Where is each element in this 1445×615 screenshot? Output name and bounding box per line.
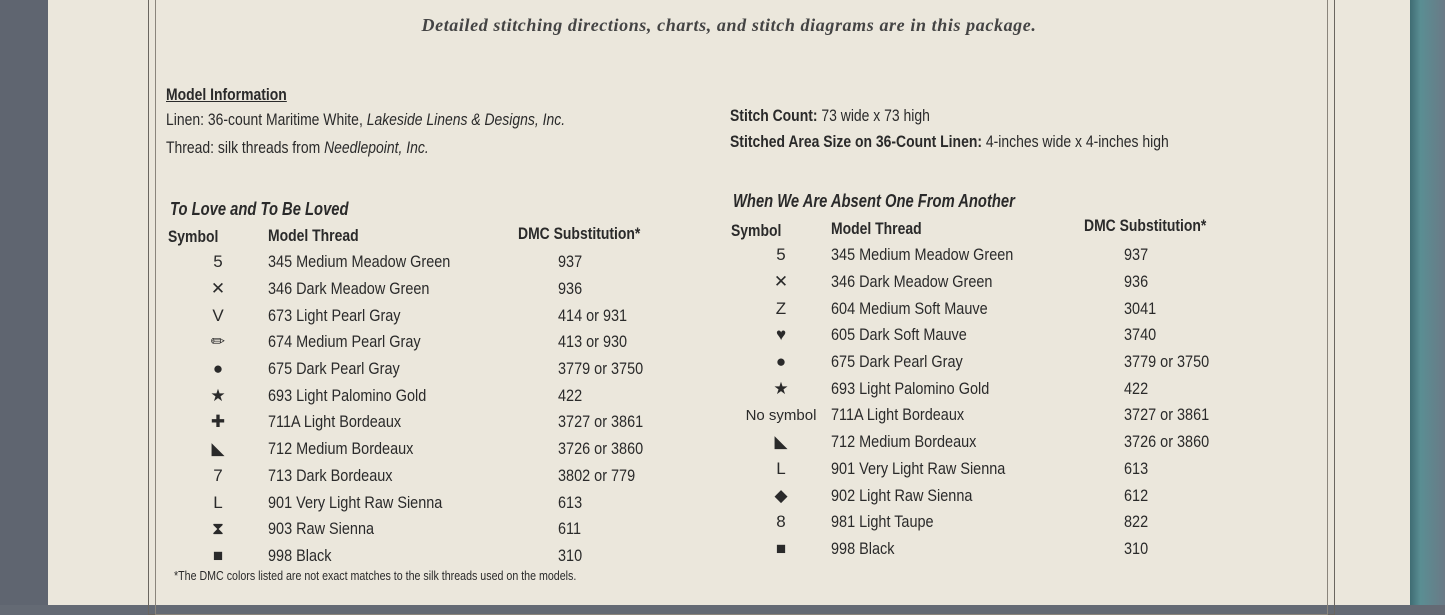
dmc-substitution: 422	[1124, 378, 1149, 398]
symbol-icon: ◆	[774, 485, 788, 505]
symbol-icon: ✕	[773, 272, 789, 292]
intro-text: Detailed stitching directions, charts, and stitch diagrams are in this package.	[421, 15, 1037, 35]
thread-row	[731, 456, 1264, 483]
thread-company: Needlepoint, Inc.	[324, 138, 429, 157]
symbol-icon: ◣	[211, 439, 225, 459]
thread-line	[166, 138, 429, 158]
thread-row	[731, 429, 1264, 456]
dmc-substitution: 937	[1124, 245, 1149, 265]
col-dmc-left: DMC Substitution*	[518, 224, 641, 243]
model-thread: 902 Light Raw Sienna	[831, 485, 973, 505]
symbol-icon: L	[213, 492, 223, 512]
symbol-icon: L	[776, 458, 786, 478]
dmc-substitution: 3802 or 779	[558, 465, 636, 485]
thread-row	[168, 249, 698, 276]
model-thread: 674 Medium Pearl Gray	[268, 332, 421, 352]
thread-row	[731, 269, 1264, 296]
symbol-icon: ✚	[210, 412, 226, 432]
model-thread: 903 Raw Sienna	[268, 519, 375, 539]
symbol-icon: 7	[213, 465, 223, 485]
dmc-substitution: 613	[1124, 458, 1149, 478]
dmc-substitution: 422	[558, 385, 583, 405]
model-thread: 345 Medium Meadow Green	[831, 245, 1014, 265]
thread-row	[168, 463, 698, 490]
model-thread: 673 Light Pearl Gray	[268, 305, 401, 325]
thread-row	[731, 509, 1264, 536]
thread-table-right	[731, 242, 1264, 562]
symbol-icon: V	[212, 305, 224, 325]
symbol-icon: ●	[775, 352, 787, 372]
model-thread: 712 Medium Bordeaux	[831, 432, 977, 452]
dmc-substitution: 310	[1124, 538, 1149, 558]
model-thread: 346 Dark Meadow Green	[268, 279, 430, 299]
thread-row	[168, 436, 698, 463]
symbol-icon: ●	[212, 359, 224, 379]
col-symbol-right: Symbol	[731, 221, 782, 240]
dmc-substitution: 611	[558, 519, 582, 539]
symbol-icon: 5	[776, 245, 786, 265]
symbol-icon: ♥	[775, 325, 787, 345]
dmc-substitution: 3779 or 3750	[1124, 352, 1210, 372]
thread-row	[168, 356, 698, 383]
thread-row	[168, 302, 698, 329]
symbol-icon: ■	[212, 545, 224, 565]
model-thread: 345 Medium Meadow Green	[268, 252, 451, 272]
model-thread: 901 Very Light Raw Sienna	[268, 492, 443, 512]
model-thread: 981 Light Taupe	[831, 512, 934, 532]
model-thread: 901 Very Light Raw Sienna	[831, 458, 1006, 478]
thread-row	[168, 543, 698, 570]
model-thread: 998 Black	[831, 538, 895, 558]
dmc-substitution: 612	[1124, 485, 1149, 505]
model-thread: 711A Light Bordeaux	[831, 405, 965, 425]
symbol-icon: ★	[773, 378, 789, 398]
stitch-count-value: 73 wide x 73 high	[821, 106, 930, 125]
thread-row	[168, 276, 698, 303]
model-thread: 604 Medium Soft Mauve	[831, 298, 988, 318]
model-thread: 693 Light Palomino Gold	[831, 378, 990, 398]
symbol-icon: ⧗	[212, 519, 224, 539]
dmc-substitution: 3727 or 3861	[558, 412, 644, 432]
model-thread: 346 Dark Meadow Green	[831, 272, 993, 292]
dmc-substitution: 613	[558, 492, 583, 512]
thread-row	[168, 409, 698, 436]
dmc-substitution: 3727 or 3861	[1124, 405, 1210, 425]
model-thread: 675 Dark Pearl Gray	[268, 359, 400, 379]
thread-row	[731, 402, 1264, 429]
symbol-icon: ✕	[210, 279, 226, 299]
col-dmc-right: DMC Substitution*	[1084, 216, 1207, 235]
thread-row	[731, 242, 1264, 269]
section-title-right: When We Are Absent One From Another	[733, 191, 1015, 211]
section-title-left: To Love and To Be Loved	[170, 199, 349, 219]
stitch-count-line	[730, 106, 930, 126]
thread-row	[731, 536, 1264, 563]
linen-label: Linen:	[166, 110, 204, 129]
thread-row	[731, 295, 1264, 322]
model-thread: 693 Light Palomino Gold	[268, 385, 427, 405]
thread-row	[168, 382, 698, 409]
background-right	[1410, 0, 1445, 605]
symbol-icon: 5	[213, 252, 223, 272]
stitch-count-label: Stitch Count:	[730, 106, 818, 125]
thread-row	[168, 329, 698, 356]
symbol-icon: ★	[210, 385, 226, 405]
thread-row	[731, 322, 1264, 349]
model-thread: 711A Light Bordeaux	[268, 412, 402, 432]
symbol-icon: No symbol	[745, 406, 817, 424]
area-label: Stitched Area Size on 36-Count Linen:	[730, 132, 982, 151]
col-model-left: Model Thread	[268, 226, 359, 245]
linen-value: 36-count Maritime White,	[207, 110, 363, 129]
thread-value: silk threads from	[217, 138, 321, 157]
dmc-substitution: 310	[558, 545, 583, 565]
dmc-substitution: 3726 or 3860	[1124, 432, 1210, 452]
col-model-right: Model Thread	[831, 219, 922, 238]
symbol-icon: ■	[775, 538, 787, 558]
footnote: *The DMC colors listed are not exact matches to the silk threads used on the models.	[174, 568, 577, 583]
model-thread: 605 Dark Soft Mauve	[831, 325, 967, 345]
linen-company: Lakeside Linens & Designs, Inc.	[366, 110, 566, 129]
area-line	[730, 132, 1169, 152]
model-thread: 675 Dark Pearl Gray	[831, 352, 963, 372]
model-thread: 712 Medium Bordeaux	[268, 439, 414, 459]
dmc-substitution: 937	[558, 252, 583, 272]
background-left	[0, 0, 48, 605]
symbol-icon: Z	[775, 298, 787, 318]
linen-line	[166, 110, 565, 130]
thread-label: Thread:	[166, 138, 215, 157]
thread-row	[731, 375, 1264, 402]
dmc-substitution: 822	[1124, 512, 1149, 532]
dmc-substitution: 936	[558, 279, 583, 299]
thread-table-left	[168, 249, 698, 569]
symbol-icon: ✏	[210, 332, 226, 352]
dmc-substitution: 414 or 931	[558, 305, 628, 325]
dmc-substitution: 3779 or 3750	[558, 359, 644, 379]
thread-row	[168, 489, 698, 516]
model-thread: 998 Black	[268, 545, 332, 565]
dmc-substitution: 3740	[1124, 325, 1157, 345]
dmc-substitution: 3726 or 3860	[558, 439, 644, 459]
model-thread: 713 Dark Bordeaux	[268, 465, 393, 485]
symbol-icon: 8	[776, 512, 786, 532]
thread-row	[731, 482, 1264, 509]
instruction-sheet	[48, 0, 1410, 605]
thread-row	[731, 349, 1264, 376]
model-info-heading: Model Information	[166, 85, 287, 104]
dmc-substitution: 413 or 930	[558, 332, 628, 352]
thread-row	[168, 516, 698, 543]
dmc-substitution: 3041	[1124, 298, 1157, 318]
dmc-substitution: 936	[1124, 272, 1149, 292]
area-value: 4-inches wide x 4-inches high	[985, 132, 1169, 151]
symbol-icon: ◣	[774, 432, 788, 452]
col-symbol-left: Symbol	[168, 227, 219, 246]
